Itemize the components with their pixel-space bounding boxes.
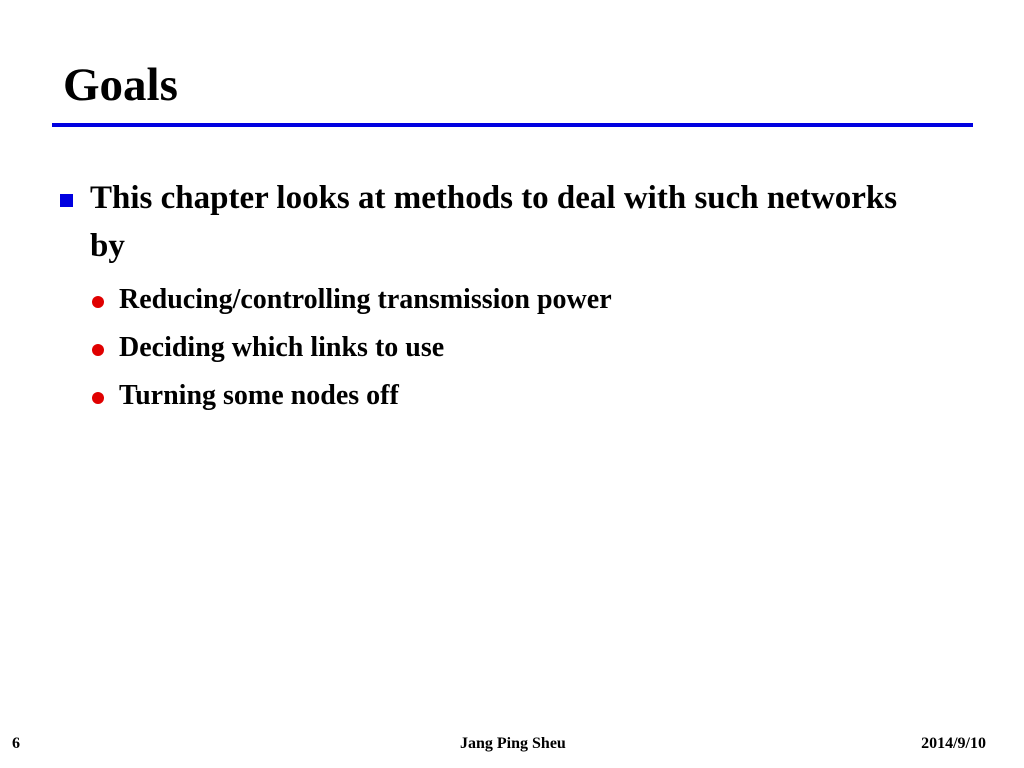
square-bullet-icon xyxy=(60,194,73,207)
sub-bullet-text: Turning some nodes off xyxy=(119,380,399,411)
bullet-text: This chapter looks at methods to deal with such networks by xyxy=(90,180,898,264)
footer-author: Jang Ping Sheu xyxy=(460,735,566,752)
sub-bullet-text: Reducing/controlling transmission power xyxy=(119,284,612,315)
sub-bullet-item xyxy=(92,276,612,324)
footer-date: 2014/9/10 xyxy=(921,735,986,752)
slide-title: Goals xyxy=(63,59,178,111)
sub-bullet-item xyxy=(92,324,612,372)
footer-page-number: 6 xyxy=(12,735,20,752)
dot-bullet-icon xyxy=(92,344,104,356)
bullet-item xyxy=(60,177,940,270)
dot-bullet-icon xyxy=(92,392,104,404)
sub-bullet-text: Deciding which links to use xyxy=(119,332,445,363)
sub-bullet-item xyxy=(92,372,612,420)
dot-bullet-icon xyxy=(92,296,104,308)
title-divider xyxy=(52,123,973,127)
sub-bullet-list xyxy=(92,276,612,420)
